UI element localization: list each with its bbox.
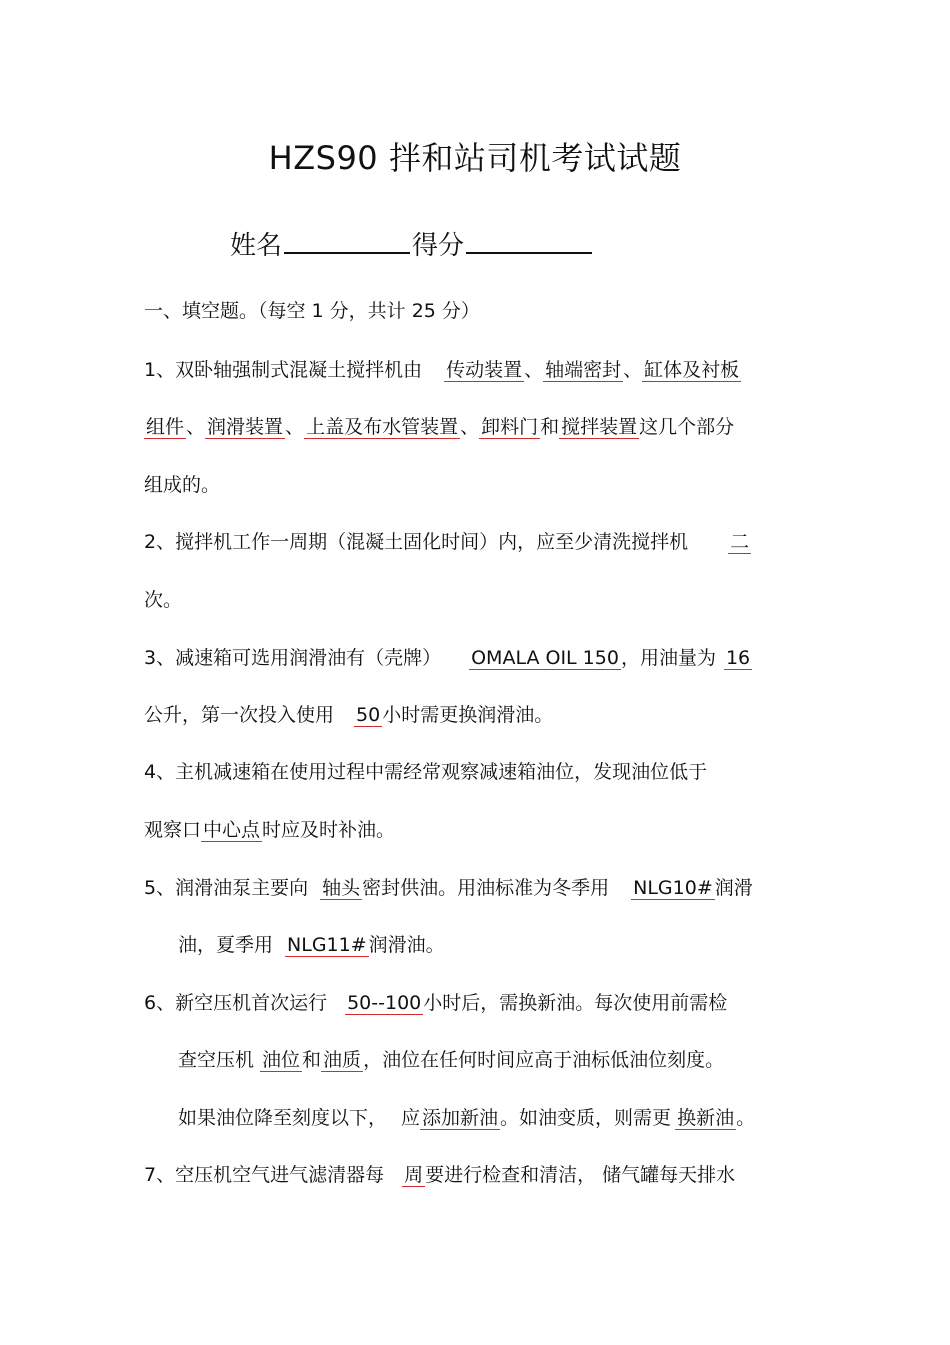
q6-line2-c: ，油位在任何时间应高于油标低油位刻度。 — [363, 1049, 725, 1071]
q2-line1 — [144, 527, 824, 557]
score-blank[interactable] — [466, 228, 592, 254]
q4-line1: 4、主机减速箱在使用过程中需经常观察减速箱油位，发现油位低于 — [144, 761, 708, 783]
q1-line3: 组成的。 — [144, 474, 221, 496]
q1-sep: 、 — [285, 416, 305, 438]
q5-mid: 密封供油。用油标准为冬季用 — [362, 877, 610, 899]
q6-line2 — [178, 1045, 824, 1075]
q1-sep: 、 — [186, 416, 206, 438]
answer-blank: 50--100 — [347, 992, 422, 1014]
q1-suffix: 这几个部分 — [639, 416, 735, 438]
q6-line3-d: 。 — [736, 1107, 756, 1129]
q1-sep: 、 — [460, 416, 480, 438]
q7-end: 要进行检查和清洁， 储气罐每天排水 — [425, 1164, 736, 1186]
q3-line2-a: 公升，第一次投入使用 — [144, 704, 335, 726]
q6-line1 — [144, 988, 824, 1018]
q2-line2: 次。 — [144, 589, 183, 611]
q6-line2-a: 查空压机 — [178, 1049, 255, 1071]
q6-mid: 小时后，需换新油。每次使用前需检 — [423, 992, 728, 1014]
q1-prefix: 1、双卧轴强制式混凝土搅拌机由 — [144, 359, 423, 381]
q3-line1 — [144, 643, 824, 673]
answer-blank: 润滑装置 — [207, 416, 284, 438]
answer-blank: 油位 — [262, 1049, 301, 1071]
answer-blank: NLG10# — [633, 877, 713, 899]
q5-line2-a: 油，夏季用 — [178, 934, 274, 956]
q3-line2-b: 小时需更换润滑油。 — [382, 704, 554, 726]
answer-blank: 中心点 — [203, 819, 261, 841]
q6-prefix: 6、新空压机首次运行 — [144, 992, 328, 1014]
answer-blank: 换新油 — [677, 1107, 735, 1129]
q6-line2-b: 和 — [302, 1049, 322, 1071]
answer-blank: 上盖及布水管装置 — [306, 416, 459, 438]
answer-blank: OMALA OIL 150 — [471, 647, 619, 669]
answer-blank: 油质 — [323, 1049, 362, 1071]
answer-blank: 搅拌装置 — [561, 416, 638, 438]
answer-blank: 添加新油 — [422, 1107, 499, 1129]
name-blank[interactable] — [284, 228, 410, 254]
q1-sep: 、 — [623, 359, 643, 381]
q6-line3 — [178, 1103, 824, 1133]
q4-line2-b: 时应及时补油。 — [262, 819, 396, 841]
name-score-line — [230, 226, 594, 266]
q5-line2 — [178, 930, 824, 960]
answer-blank: 卸料门 — [481, 416, 539, 438]
q6-line3-a: 如果油位降至刻度以下， — [178, 1107, 388, 1129]
q5-end: 润滑 — [714, 877, 753, 899]
q7-prefix: 7、空压机空气进气滤清器每 — [144, 1164, 385, 1186]
q7-line1 — [144, 1160, 824, 1190]
answer-blank: 二 — [730, 531, 750, 553]
answer-blank: 轴头 — [322, 877, 361, 899]
q1-line2 — [144, 412, 824, 442]
q5-prefix: 5、润滑油泵主要向 — [144, 877, 309, 899]
q2-text: 2、搅拌机工作一周期（混凝土固化时间）内，应至少清洗搅拌机 — [144, 531, 689, 553]
q1-line1 — [144, 355, 824, 385]
q3-mid: ，用油量为 — [620, 647, 716, 669]
section-heading: 一、填空题。（每空 1 分，共计 25 分） — [144, 300, 480, 322]
answer-blank: 缸体及衬板 — [644, 359, 740, 381]
answer-blank: 50 — [356, 704, 381, 726]
score-label: 得分 — [412, 231, 465, 261]
q4-line2-a: 观察口 — [144, 819, 202, 841]
name-label: 姓名 — [230, 231, 283, 261]
q1-sep: 和 — [540, 416, 560, 438]
answer-blank: NLG11# — [287, 934, 367, 956]
q1-sep: 、 — [524, 359, 544, 381]
page-title: HZS90 拌和站司机考试试题 — [268, 139, 682, 177]
q5-line2-b: 润滑油。 — [368, 934, 445, 956]
q3-prefix: 3、减速箱可选用润滑油有（壳牌） — [144, 647, 442, 669]
q4-line2 — [144, 815, 824, 845]
answer-blank: 16 — [725, 647, 751, 669]
q6-line3-c: 。如油变质，则需更 — [500, 1107, 672, 1129]
answer-blank: 轴端密封 — [545, 359, 622, 381]
answer-blank: 组件 — [146, 416, 185, 438]
answer-blank: 周 — [404, 1164, 424, 1186]
q3-line2 — [144, 700, 824, 730]
answer-blank: 传动装置 — [446, 359, 523, 381]
q6-line3-b: 应 — [401, 1107, 421, 1129]
q5-line1 — [144, 873, 824, 903]
